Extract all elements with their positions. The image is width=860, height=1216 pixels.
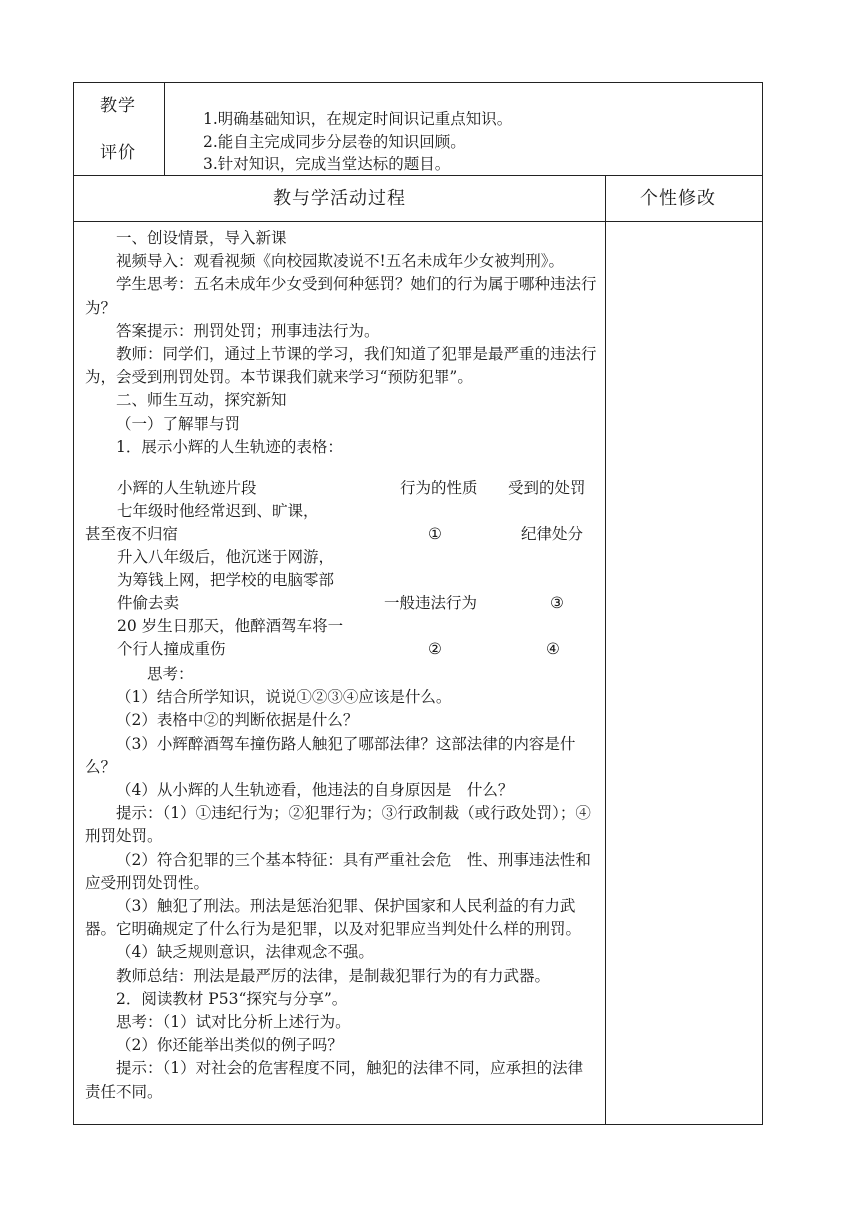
trajectory-row3-text-b: 个行人撞成重伤	[117, 640, 226, 658]
table-bottom-border	[73, 1124, 763, 1125]
question-3: （3）小辉醉酒驾车撞伤路人触犯了哪部法律？这部法律的内容是什么？	[85, 734, 576, 776]
hint-1: 提示：（1）对社会的危害程度不同，触犯的法律不同，应承担的法律责任不同。	[85, 1059, 584, 1101]
trajectory-col-header-2: 行为的性质	[400, 479, 478, 497]
trajectory-row3-text-a: 20 岁生日那天，他醉酒驾车将一	[117, 617, 344, 635]
eval-label-divider	[164, 82, 165, 176]
eval-label-line2: 评价	[100, 143, 136, 163]
answer-hint: 答案提示：刑罚处罚；刑事违法行为。	[116, 321, 380, 340]
eval-label-line1: 教学	[100, 96, 136, 116]
question-4: （4）从小辉的人生轨迹看，他违法的自身原因是 什么？	[116, 781, 514, 800]
think-2: （2）你还能举出类似的例子吗？	[116, 1036, 343, 1055]
content-discussion	[85, 663, 597, 1104]
trajectory-row1-text-b: 甚至夜不归宿	[85, 525, 179, 543]
step-2: 2．阅读教材 P53“探究与分享”。	[116, 989, 348, 1008]
answer-2: （2）符合犯罪的三个基本特征：具有严重社会危 性、刑事违法性和应受刑罚处罚性。	[85, 850, 591, 892]
trajectory-row2-nature: 一般违法行为	[384, 594, 478, 612]
section-heading-1: 一、创设情景，导入新课	[116, 229, 287, 247]
video-intro: 视频导入：观看视频《向校园欺凌说不!五名未成年少女被判刑》。	[116, 252, 564, 271]
trajectory-row3-nature: ②	[428, 640, 442, 658]
header-process: 教与学活动过程	[273, 188, 406, 209]
teacher-summary: 教师总结：刑法是最严厉的法律，是制裁犯罪行为的有力武器。	[116, 966, 551, 985]
table-right-border	[762, 82, 763, 1125]
trajectory-row1-text-a: 七年级时他经常迟到、旷课，	[117, 502, 319, 520]
trajectory-row2-text-b: 为筹钱上网，把学校的电脑零部	[117, 571, 335, 589]
eval-item-2: 2.能自主完成同步分层卷的知识回顾。	[203, 133, 466, 151]
think-1: 思考：（1）试对比分析上述行为。	[116, 1013, 351, 1032]
answer-3: （3）触犯了刑法。刑法是惩治犯罪、保护国家和人民利益的有力武器。它明确规定了什么行为是犯罪，以及对犯罪应当判处什么样的刑罚。	[85, 897, 582, 939]
think-label: 思考：	[147, 665, 194, 683]
question-1: （1）结合所学知识，说说①②③④应该是什么。	[116, 688, 452, 707]
teacher-intro: 教师：同学们，通过上节课的学习，我们知道了犯罪是最严重的违法行为，会受到刑罚处罚。本节课我们就来学习“预防犯罪”。	[85, 345, 597, 387]
answer-4: （4）缺乏规则意识，法律观念不强。	[116, 943, 374, 962]
step-1: 1．展示小辉的人生轨迹的表格：	[116, 437, 343, 456]
trajectory-row2-text-a: 升入八年级后，他沉迷于网游，	[117, 548, 335, 566]
subsection-heading: （一）了解罪与罚	[116, 414, 241, 433]
question-2: （2）表格中②的判断依据是什么？	[116, 711, 359, 730]
trajectory-col-header-3: 受到的处罚	[508, 479, 586, 497]
table-left-border	[73, 82, 74, 1125]
answer-1: 提示：（1）①违纪行为；②犯罪行为；③行政制裁（或行政处罚）；④刑罚处罚。	[85, 804, 591, 846]
trajectory-row2-penalty: ③	[550, 594, 564, 612]
eval-item-3: 3.针对知识，完成当堂达标的题目。	[203, 155, 451, 173]
trajectory-row3-penalty: ④	[546, 640, 560, 658]
header-modify: 个性修改	[640, 188, 716, 209]
modify-column-divider	[605, 175, 606, 1125]
student-question: 学生思考：五名未成年少女受到何种惩罚？她们的行为属于哪种违法行为？	[85, 275, 597, 317]
header-bottom-border	[73, 221, 763, 222]
trajectory-row1-penalty: 纪律处分	[521, 525, 584, 543]
section-heading-2: 二、师生互动，探究新知	[116, 391, 287, 410]
eval-item-1: 1.明确基础知识，在规定时间识记重点知识。	[203, 110, 513, 128]
table-top-border	[73, 82, 763, 83]
trajectory-row2-text-c: 件偷去卖	[117, 594, 180, 612]
eval-bottom-border	[73, 175, 763, 176]
trajectory-row1-nature: ①	[428, 525, 442, 543]
trajectory-col-header-1: 小辉的人生轨迹片段	[117, 479, 257, 497]
content-intro	[85, 227, 597, 459]
